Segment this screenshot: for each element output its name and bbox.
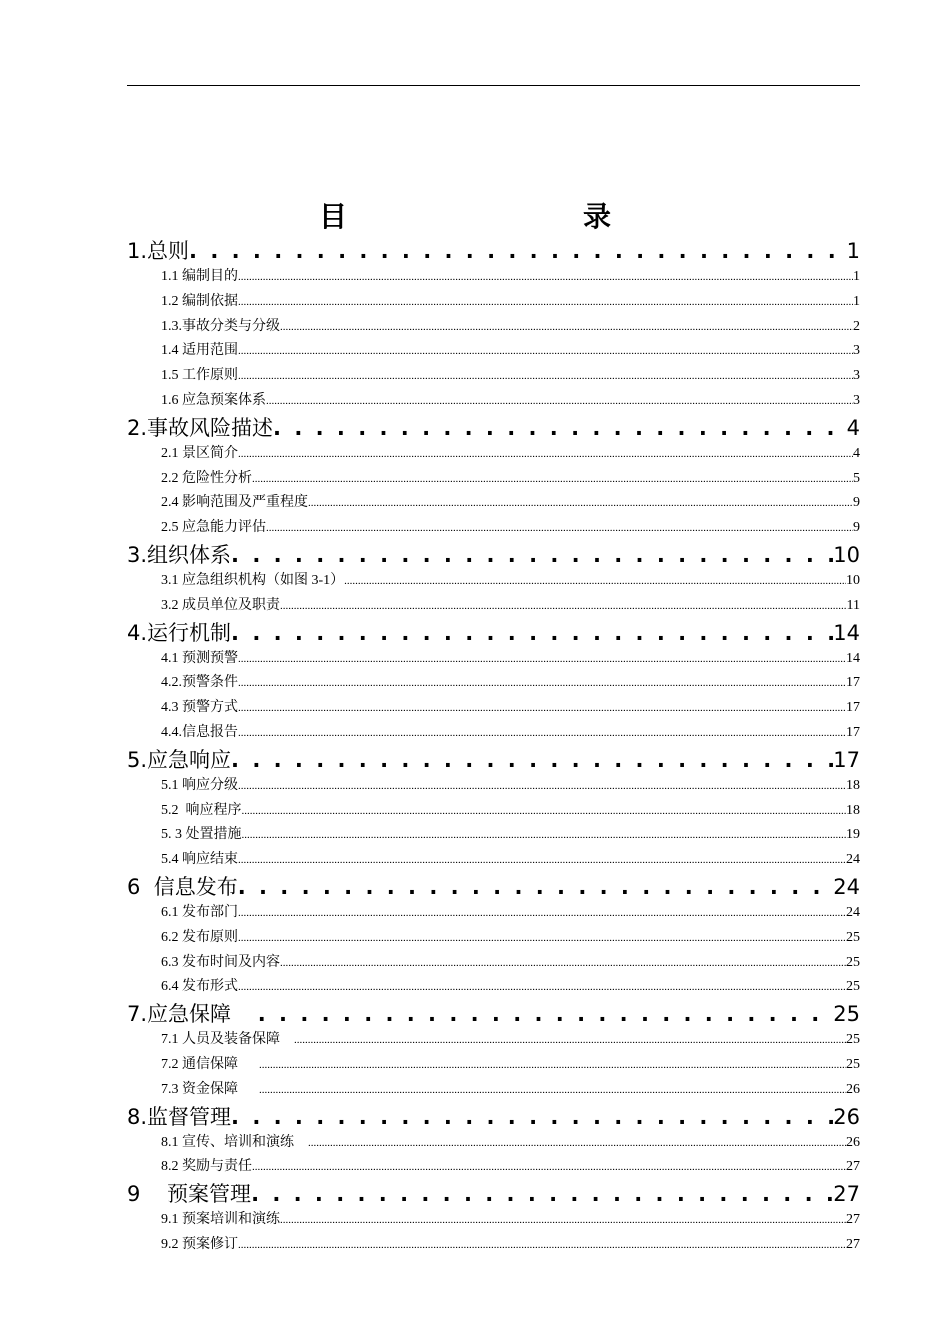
- dot-leader: [238, 647, 846, 672]
- toc-entry-page-number: 10: [833, 542, 860, 567]
- toc-entry-label: 2.4 影响范围及严重程度: [161, 495, 308, 511]
- dot-leader: [238, 442, 853, 467]
- toc-section-entry[interactable]: [127, 315, 860, 340]
- toc-entry-page-number: 17: [846, 675, 860, 691]
- toc-section-entry[interactable]: [127, 1028, 860, 1053]
- dot-leader: [294, 1028, 846, 1053]
- toc-section-entry[interactable]: [127, 516, 860, 541]
- dot-leader: [238, 926, 846, 951]
- dot-leader: [238, 696, 846, 721]
- toc-section-entry[interactable]: [127, 1078, 860, 1103]
- toc-entry-page-number: 3: [853, 392, 860, 408]
- toc-entry-page-number: 17: [833, 747, 860, 772]
- dot-leader: [259, 1078, 846, 1103]
- dot-leader: [231, 541, 833, 569]
- toc-entry-page-number: 26: [833, 1104, 860, 1129]
- toc-entry-label: 2.1 景区简介: [161, 445, 238, 461]
- toc-entry-label: 6.1 发布部门: [161, 904, 238, 920]
- toc-entry-page-number: 4: [846, 415, 860, 440]
- toc-section-entry[interactable]: [127, 594, 860, 619]
- dot-leader: [189, 237, 847, 265]
- toc-entry-page-number: 27: [833, 1182, 860, 1207]
- toc-entry-label: 6 信息发布: [127, 874, 238, 899]
- dot-leader: [266, 516, 853, 541]
- toc-section-entry[interactable]: [127, 569, 860, 594]
- dot-leader: [344, 569, 846, 594]
- dot-leader: [238, 364, 853, 389]
- toc-entry-page-number: 25: [833, 1002, 860, 1027]
- toc-entry-label: 7.应急保障: [127, 1002, 258, 1027]
- toc-section-entry[interactable]: [127, 774, 860, 799]
- toc-chapter-entry[interactable]: [127, 1103, 860, 1131]
- toc-section-entry[interactable]: [127, 1131, 860, 1156]
- dot-leader: [280, 1208, 846, 1233]
- toc-entry-page-number: 1: [846, 239, 860, 263]
- dot-leader: [238, 265, 853, 290]
- dot-leader: [308, 1131, 846, 1156]
- toc-entry-label: 4.3 预警方式: [161, 700, 238, 716]
- toc-entry-page-number: 24: [846, 904, 860, 920]
- toc-entry-label: 6.3 发布时间及内容: [161, 954, 280, 970]
- toc-section-entry[interactable]: [127, 647, 860, 672]
- toc-chapter-entry[interactable]: [127, 873, 860, 901]
- toc-section-entry[interactable]: [127, 389, 860, 414]
- toc-entry-label: 2.2 危险性分析: [161, 470, 252, 486]
- toc-entry-label: 7.1 人员及装备保障: [161, 1032, 294, 1048]
- dot-leader: [242, 799, 847, 824]
- dot-leader: [251, 1180, 833, 1208]
- toc-section-entry[interactable]: [127, 951, 860, 976]
- toc-entry-label: 8.1 宣传、培训和演练: [161, 1134, 308, 1150]
- toc-section-entry[interactable]: [127, 1233, 860, 1258]
- toc-section-entry[interactable]: [127, 799, 860, 824]
- toc-entry-label: 1.1 编制目的: [161, 269, 238, 284]
- toc-entry-label: 4.2.预警条件: [161, 675, 238, 691]
- toc-section-entry[interactable]: [127, 339, 860, 364]
- toc-entry-label: 4.4.信息报告: [161, 724, 238, 740]
- toc-entry-label: 5.应急响应: [127, 747, 232, 772]
- toc-entry-page-number: 14: [833, 620, 860, 645]
- dot-leader: [238, 901, 846, 926]
- toc-section-entry[interactable]: [127, 823, 860, 848]
- toc-entry-label: 9.2 预案修订: [161, 1236, 238, 1252]
- dot-leader: [252, 467, 853, 492]
- toc-entry-label: 3.2 成员单位及职责: [161, 597, 280, 613]
- dot-leader: [238, 1233, 846, 1258]
- dot-leader: [238, 290, 853, 315]
- toc-entry-label: 1.3.事故分类与分级: [161, 318, 280, 334]
- toc-entry-label: 3.组织体系: [127, 542, 232, 567]
- dot-leader: [273, 414, 847, 442]
- toc-entry-label: 8.监督管理: [127, 1104, 232, 1129]
- toc-entry-page-number: 27: [846, 1159, 860, 1175]
- toc-section-entry[interactable]: [127, 975, 860, 1000]
- toc-entry-label: 1.总则: [127, 239, 190, 263]
- toc-entry-label: 5.1 响应分级: [161, 777, 238, 793]
- dot-leader: [258, 1000, 834, 1028]
- toc-entry-label: 1.5 工作原则: [161, 368, 238, 384]
- dot-leader: [238, 774, 846, 799]
- toc-chapter-entry[interactable]: [127, 1180, 860, 1208]
- toc-section-entry[interactable]: [127, 1053, 860, 1078]
- toc-chapter-entry[interactable]: [127, 414, 860, 442]
- dot-leader: [238, 339, 853, 364]
- toc-entry-page-number: 1: [853, 293, 860, 309]
- toc-entry-label: 7.2 通信保障: [161, 1056, 259, 1072]
- toc-entry-label: 2.5 应急能力评估: [161, 520, 266, 536]
- toc-section-entry[interactable]: [127, 1155, 860, 1180]
- toc-entry-page-number: 9: [853, 520, 860, 536]
- dot-leader: [280, 315, 853, 340]
- toc-entry-page-number: 1: [853, 269, 860, 284]
- dot-leader: [238, 721, 846, 746]
- toc-entry-label: 1.2 编制依据: [161, 293, 238, 309]
- toc-entry-page-number: 9: [853, 495, 860, 511]
- toc-entry-label: 2.事故风险描述: [127, 415, 274, 440]
- toc-section-entry[interactable]: [127, 265, 860, 290]
- toc-chapter-entry[interactable]: [127, 237, 860, 265]
- toc-entry-label: 3.1 应急组织机构（如图 3-1）: [161, 572, 345, 588]
- toc-entry-page-number: 10: [846, 572, 860, 588]
- toc-entry-label: 5.2 响应程序: [161, 802, 242, 818]
- toc-entry-page-number: 5: [853, 470, 860, 486]
- toc-chapter-entry[interactable]: [127, 619, 860, 647]
- dot-leader: [308, 491, 853, 516]
- toc-entry-label: 9.1 预案培训和演练: [161, 1212, 280, 1228]
- toc-entry-page-number: 11: [846, 597, 860, 613]
- toc-entry-page-number: 25: [846, 1056, 860, 1072]
- toc-section-entry[interactable]: [127, 364, 860, 389]
- dot-leader: [266, 389, 853, 414]
- toc-entry-page-number: 4: [853, 445, 860, 461]
- toc-entry-page-number: 2: [853, 318, 860, 334]
- toc-entry-label: 6.4 发布形式: [161, 979, 238, 995]
- dot-leader: [231, 619, 833, 647]
- dot-leader: [280, 951, 846, 976]
- toc-section-entry[interactable]: [127, 721, 860, 746]
- toc-entry-label: 4.1 预测预警: [161, 650, 238, 666]
- toc-section-entry[interactable]: [127, 696, 860, 721]
- toc-entry-page-number: 25: [846, 979, 860, 995]
- toc-entry-page-number: 25: [846, 929, 860, 945]
- toc-chapter-entry[interactable]: [127, 541, 860, 569]
- dot-leader: [238, 848, 846, 873]
- toc-section-entry[interactable]: [127, 671, 860, 696]
- dot-leader: [280, 594, 847, 619]
- toc-entry-label: 1.6 应急预案体系: [161, 392, 266, 408]
- toc-entry-label: 8.2 奖励与责任: [161, 1159, 252, 1175]
- dot-leader: [238, 873, 834, 901]
- toc-entry-page-number: 19: [846, 827, 860, 843]
- toc-entry-page-number: 24: [846, 852, 860, 868]
- toc-entry-page-number: 25: [846, 1032, 860, 1048]
- toc-entry-label: 9 预案管理: [127, 1182, 252, 1207]
- toc-section-entry[interactable]: [127, 926, 860, 951]
- dot-leader: [252, 1155, 846, 1180]
- toc-chapter-entry[interactable]: [127, 1000, 860, 1028]
- toc-entry-page-number: 18: [846, 777, 860, 793]
- toc-entry-page-number: 26: [846, 1081, 860, 1097]
- header-rule: [127, 85, 860, 86]
- dot-leader: [242, 823, 847, 848]
- toc-entry-page-number: 26: [846, 1134, 860, 1150]
- toc-section-entry[interactable]: [127, 442, 860, 467]
- toc-entry-page-number: 27: [846, 1236, 860, 1252]
- toc-entry-page-number: 24: [833, 874, 860, 899]
- dot-leader: [231, 746, 833, 774]
- toc-section-entry[interactable]: [127, 901, 860, 926]
- toc-title: 目 录: [318, 200, 671, 233]
- toc-entry-label: 1.4 适用范围: [161, 343, 238, 359]
- toc-section-entry[interactable]: [127, 848, 860, 873]
- toc-entry-page-number: 14: [846, 650, 860, 666]
- toc-entry-page-number: 17: [846, 724, 860, 740]
- toc-entry-page-number: 3: [853, 343, 860, 359]
- toc-entry-label: 6.2 发布原则: [161, 929, 238, 945]
- toc-entry-page-number: 25: [846, 954, 860, 970]
- toc-entry-page-number: 17: [846, 700, 860, 716]
- toc-section-entry[interactable]: [127, 467, 860, 492]
- dot-leader: [238, 671, 846, 696]
- dot-leader: [259, 1053, 846, 1078]
- dot-leader: [231, 1103, 833, 1131]
- toc-entry-label: 5.4 响应结束: [161, 852, 238, 868]
- toc-entry-page-number: 3: [853, 368, 860, 384]
- table-of-contents: [127, 237, 860, 1258]
- dot-leader: [238, 975, 846, 1000]
- toc-entry-page-number: 18: [846, 802, 860, 818]
- toc-chapter-entry[interactable]: [127, 746, 860, 774]
- toc-entry-page-number: 27: [846, 1212, 860, 1228]
- toc-section-entry[interactable]: [127, 1208, 860, 1233]
- toc-entry-label: 5. 3 处置措施: [161, 827, 242, 843]
- toc-entry-label: 7.3 资金保障: [161, 1081, 259, 1097]
- toc-section-entry[interactable]: [127, 491, 860, 516]
- toc-section-entry[interactable]: [127, 290, 860, 315]
- toc-entry-label: 4.运行机制: [127, 620, 232, 645]
